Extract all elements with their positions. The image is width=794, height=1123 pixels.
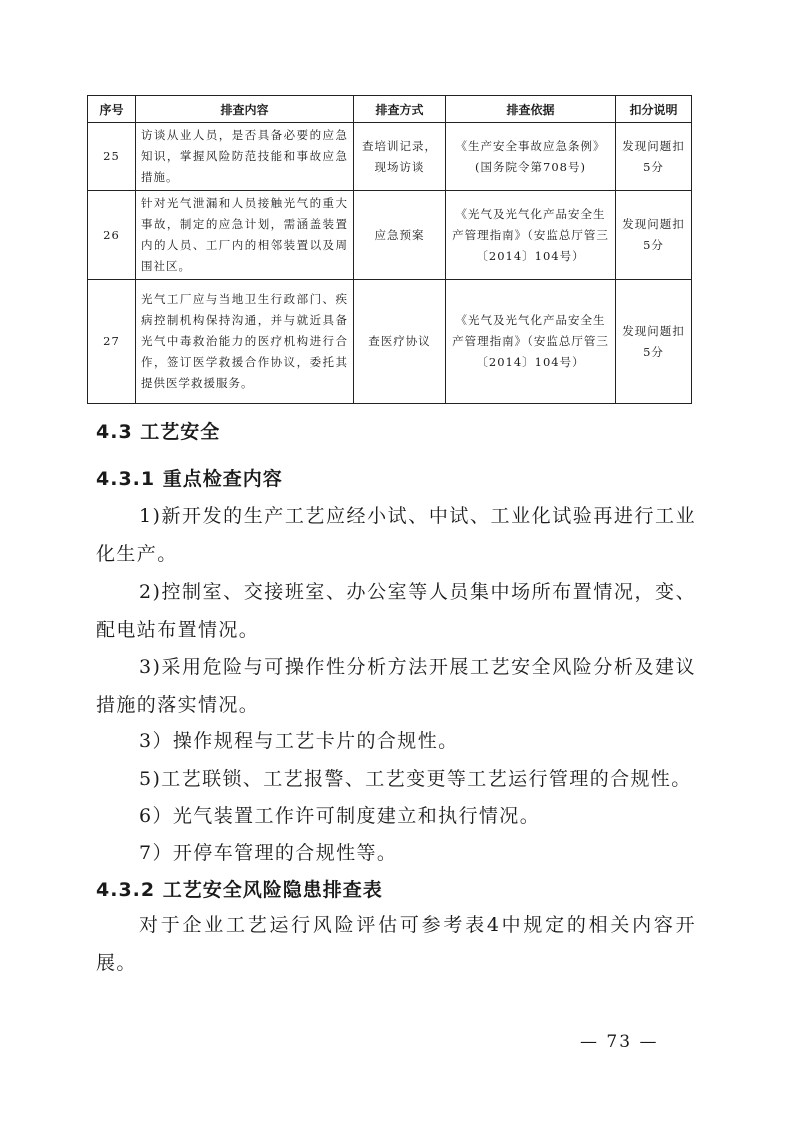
- row-no: 26: [88, 191, 136, 280]
- list-item: 1)新开发的生产工艺应经小试、中试、工业化试验再进行工业化生产。: [96, 505, 696, 565]
- table-header-row: [88, 96, 692, 123]
- row-method: 查培训记录，现场访谈: [354, 123, 446, 191]
- header-method: 排查方式: [354, 96, 446, 123]
- subsection-heading-key-items: 4.3.1 重点检查内容: [96, 468, 283, 490]
- row-basis: 《光气及光气化产品安全生产管理指南》（安监总厅管三〔2014〕104号）: [446, 280, 616, 404]
- header-basis: 排查依据: [446, 96, 616, 123]
- header-deduction: 扣分说明: [616, 96, 692, 123]
- table-row: [88, 123, 692, 191]
- row-deduction: 发现问题扣5分: [616, 191, 692, 280]
- header-content: 排查内容: [136, 96, 354, 123]
- row-content: 针对光气泄漏和人员接触光气的重大事故，制定的应急计划，需涵盖装置内的人员、工厂内的相邻装置以及周围社区。: [136, 191, 354, 280]
- list-item: 3）操作规程与工艺卡片的合规性。: [139, 730, 459, 752]
- row-deduction: 发现问题扣5分: [616, 280, 692, 404]
- closing-paragraph: 对于企业工艺运行风险评估可参考表4中规定的相关内容开展。: [96, 914, 696, 974]
- row-method: 查医疗协议: [354, 280, 446, 404]
- row-content: 光气工厂应与当地卫生行政部门、疾病控制机构保持沟通，并与就近具备光气中毒救治能力的医疗机构进行合作，签订医学救援合作协议，委托其提供医学救援服务。: [136, 280, 354, 404]
- row-no: 27: [88, 280, 136, 404]
- header-no: 序号: [88, 96, 136, 123]
- page-number: — 73 —: [580, 1032, 659, 1052]
- subsection-heading-risk-table: 4.3.2 工艺安全风险隐患排查表: [96, 879, 383, 901]
- row-no: 25: [88, 123, 136, 191]
- row-content: 访谈从业人员，是否具备必要的应急知识，掌握风险防范技能和事故应急措施。: [136, 123, 354, 191]
- table-row: [88, 280, 692, 404]
- list-item: 5)工艺联锁、工艺报警、工艺变更等工艺运行管理的合规性。: [139, 768, 692, 790]
- hazard-check-table: [87, 95, 692, 404]
- row-basis: 《生产安全事故应急条例》(国务院令第708号): [446, 123, 616, 191]
- section-heading: 4.3 工艺安全: [96, 421, 221, 443]
- row-deduction: 发现问题扣5分: [616, 123, 692, 191]
- row-method: 应急预案: [354, 191, 446, 280]
- row-basis: 《光气及光气化产品安全生产管理指南》（安监总厅管三〔2014〕104号）: [446, 191, 616, 280]
- table-row: [88, 191, 692, 280]
- list-item: 7）开停车管理的合规性等。: [139, 842, 398, 864]
- list-item: 3)采用危险与可操作性分析方法开展工艺安全风险分析及建议措施的落实情况。: [96, 656, 696, 716]
- list-item: 6）光气装置工作许可制度建立和执行情况。: [139, 805, 541, 827]
- list-item: 2)控制室、交接班室、办公室等人员集中场所布置情况，变、配电站布置情况。: [96, 581, 696, 641]
